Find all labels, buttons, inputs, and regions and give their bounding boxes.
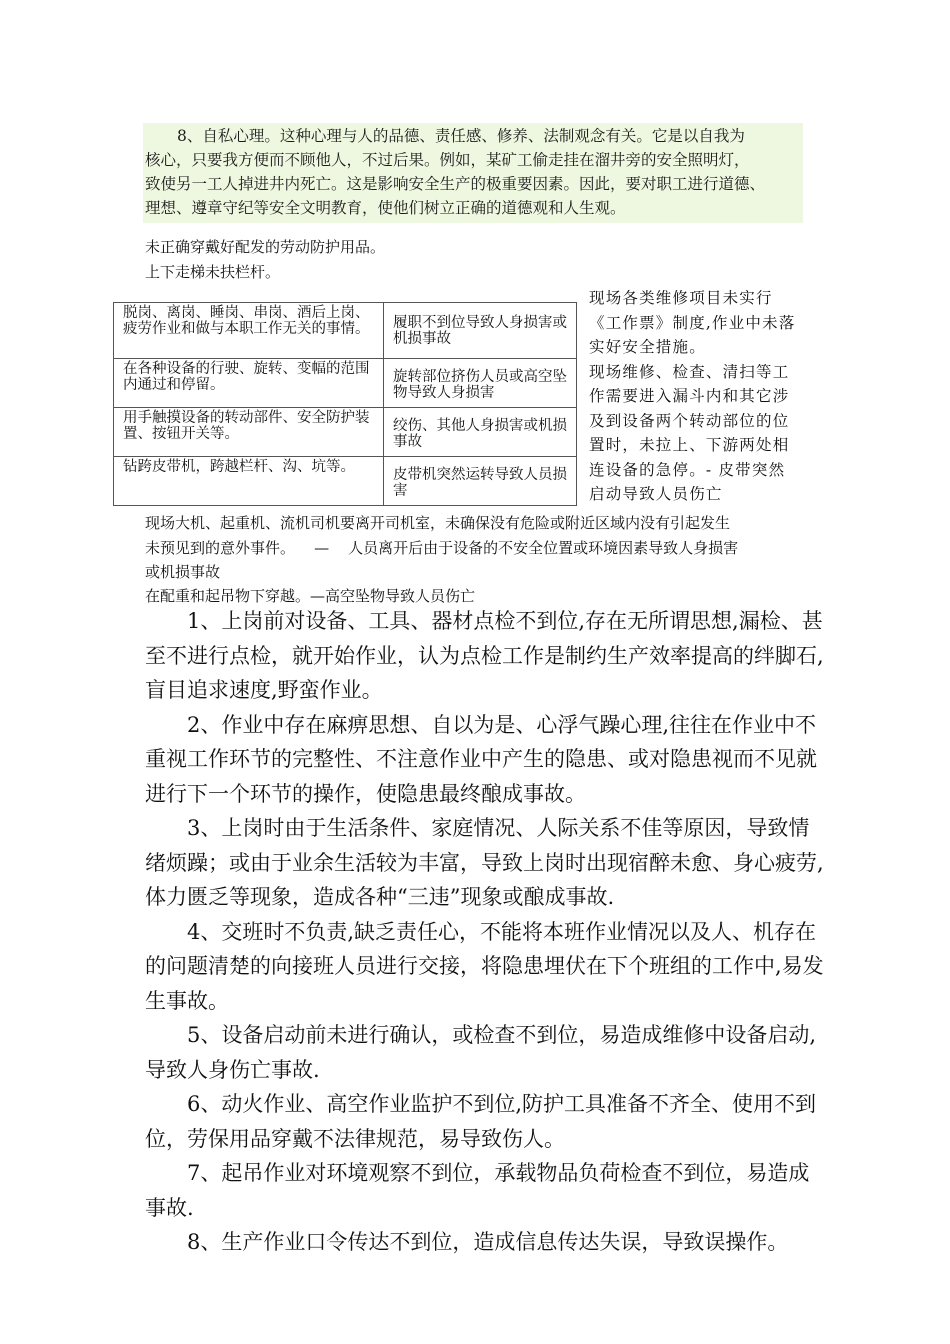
middle-text-line: 现场大机、起重机、流机司机要离开司机室，未确保没有危险或附近区域内没有引起发生	[145, 514, 731, 532]
side-note-line: 现场各类维修项目未实行	[589, 289, 773, 307]
side-note	[589, 286, 811, 507]
highlight-line: 核心，只要我方便而不顾他人，不过后果。例如，某矿工偷走挂在溜井旁的安全照明灯，	[145, 151, 750, 169]
side-note-line: 现场维修、检查、清扫等工	[589, 362, 790, 381]
list-item: 8、生产作业口令传达不到位，造成信息传达失误，导致误操作。	[187, 1230, 789, 1254]
table-cell-cause: 用手触摸设备的转动部件、安全防护装置、按钮开关等。	[114, 408, 384, 457]
table-cell-result: 绞伤、其他人身损害或机损事故	[384, 408, 577, 457]
side-note-line: 实好安全措施。	[589, 338, 706, 356]
highlight-line: 致使另一工人掉进井内死亡。这是影响安全生产的极重要因素。因此，要对职工进行道德、	[145, 175, 766, 193]
list-item: 2、作业中存在麻痹思想、自以为是、心浮气躁心理,往往在作业中不重视工作环节的完整性、不注意作业中产生的隐患、或对隐患视而不见就进行下一个环节的操作，使隐患最终酿成事故。	[145, 712, 817, 806]
hazard-table	[113, 302, 577, 506]
list-item: 3、上岗时由于生活条件、家庭情况、人际关系不佳等原因，导致情绪烦躁；或由于业余生活较为丰富，导致上岗时出现宿醉未愈、身心疲劳,体力匮乏等现象，造成各种“三违”现象或酿成事故.	[145, 816, 824, 909]
table-cell-cause: 脱岗、离岗、睡岗、串岗、酒后上岗、疲劳作业和做与本职工作无关的事情。	[114, 303, 384, 359]
numbered-list	[145, 604, 825, 1260]
table-row	[114, 457, 577, 506]
side-note-line: 启动导致人员伤亡	[589, 485, 723, 503]
table-cell-cause: 在各种设备的行驶、旋转、变幅的范围内通过和停留。	[114, 359, 384, 408]
table-cell-cause: 钻跨皮带机，跨越栏杆、沟、坑等。	[114, 457, 384, 506]
middle-text-line: 在配重和起吊物下穿越。—高空坠物导致人员伤亡	[145, 587, 476, 605]
highlight-line: 理想、遵章守纪等安全文明教育，使他们树立正确的道德观和人生观。	[145, 199, 626, 217]
list-item: 1、上岗前对设备、工具、器材点检不到位,存在无所谓思想,漏检、甚至不进行点检，就开始作业，认为点检工作是制约生产效率提高的绊脚石,盲目追求速度,野蛮作业。	[145, 609, 824, 702]
short-item: 未正确穿戴好配发的劳动防护用品。	[145, 238, 386, 256]
table-cell-result: 皮带机突然运转导致人员损害	[384, 457, 577, 506]
middle-text-line: 未预见到的意外事件。 — 人员离开后由于设备的不安全位置或环境因素导致人身损害	[145, 539, 739, 557]
side-note-line: 及到设备两个转动部位的位	[589, 411, 790, 430]
side-note-line: 《工作票》制度,作业中未落	[589, 313, 796, 332]
list-item: 6、动火作业、高空作业监护不到位,防护工具准备不齐全、使用不到位，劳保用品穿戴不法律规范，易导致伤人。	[145, 1092, 817, 1151]
list-item: 4、交班时不负责,缺乏责任心，不能将本班作业情况以及人、机存在的问题清楚的向接班人员进行交接，将隐患埋伏在下个班组的工作中,易发生事故。	[145, 919, 824, 1013]
highlight-paragraph	[145, 124, 815, 220]
table-cell-result: 履职不到位导致人身损害或机损事故	[384, 303, 577, 359]
table-row	[114, 303, 577, 359]
short-item: 上下走梯未扶栏杆。	[145, 263, 281, 281]
table-row	[114, 359, 577, 408]
highlight-line: 8、自私心理。这种心理与人的品德、责任感、修养、法制观念有关。它是以自我为	[177, 127, 745, 145]
side-note-line: 连设备的急停。- 皮带突然	[589, 460, 786, 479]
table-row	[114, 408, 577, 457]
list-item: 7、起吊作业对环境观察不到位，承载物品负荷检查不到位，易造成事故.	[145, 1161, 810, 1220]
middle-text-line: 或机损事故	[145, 563, 221, 581]
table-cell-result: 旋转部位挤伤人员或高空坠物导致人身损害	[384, 359, 577, 408]
side-note-line: 置时，未拉上、下游两处相	[589, 436, 790, 454]
list-item: 5、设备启动前未进行确认，或检查不到位，易造成维修中设备启动,导致人身伤亡事故.	[145, 1023, 817, 1082]
side-note-line: 作需要进入漏斗内和其它涉	[589, 387, 790, 405]
